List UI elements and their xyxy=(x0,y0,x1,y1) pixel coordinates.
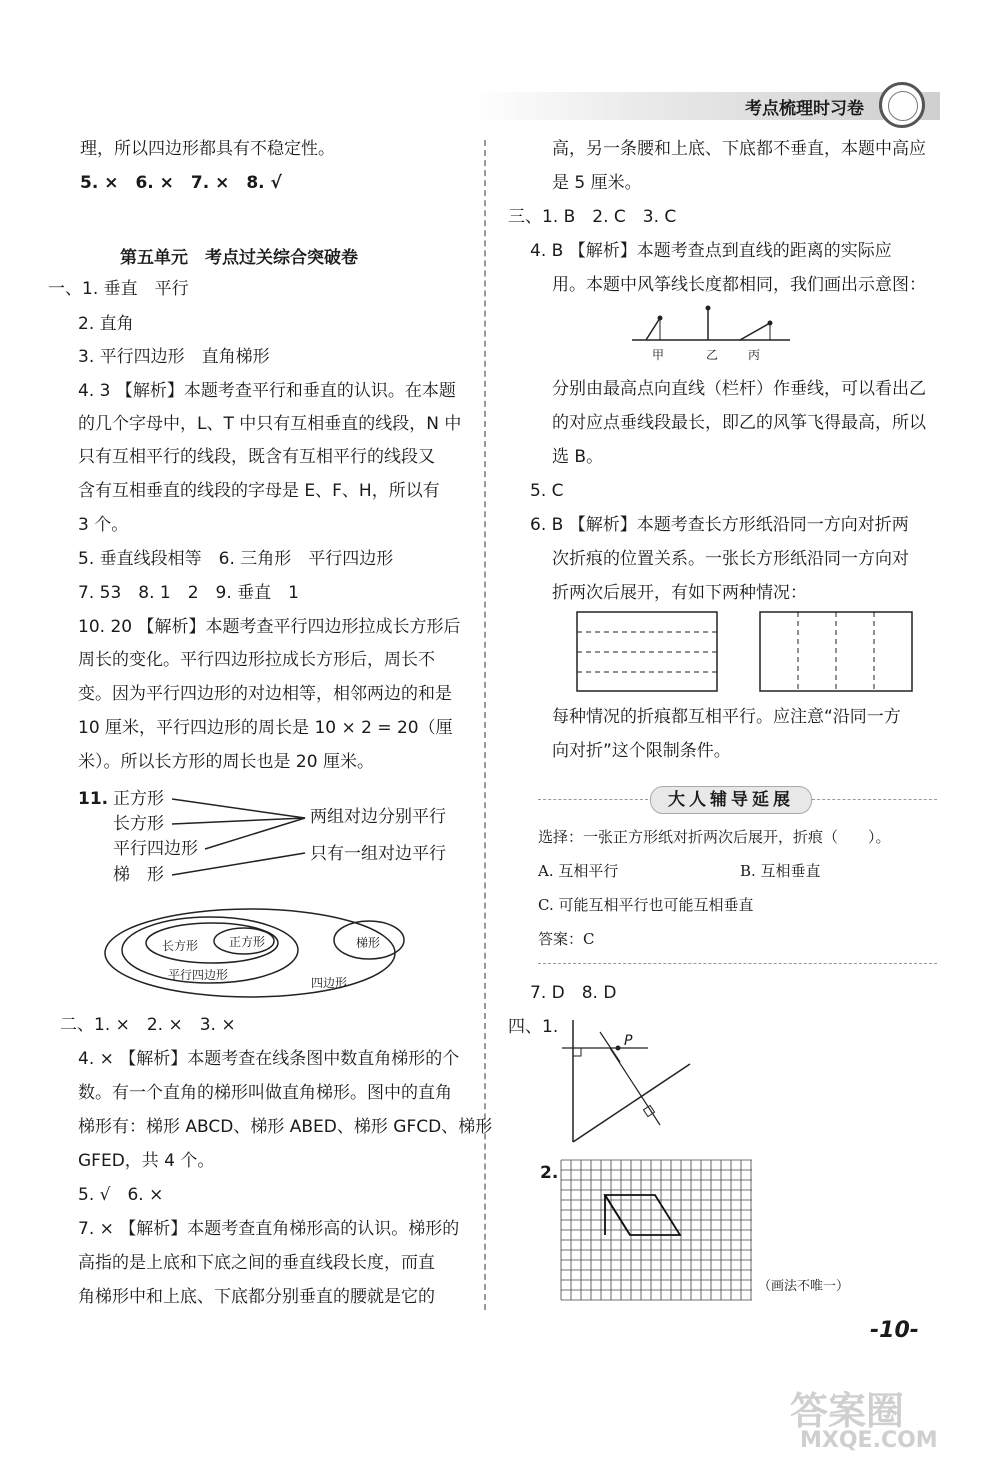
q11-target: 只有一组对边平行 xyxy=(310,844,446,864)
answer-10-cont: 周长的变化。平行四边形拉成长方形后，周长不 xyxy=(78,650,435,670)
q11-item: 梯 形 xyxy=(113,865,164,885)
watermark-url: MXQE.COM xyxy=(800,1428,938,1453)
line: 高，另一条腰和上底、下底都不垂直，本题中高应 xyxy=(552,139,926,159)
venn-label: 平行四边形 xyxy=(168,968,229,982)
answer-c6-cont: 每种情况的折痕都互相平行。应注意“沿同一方 xyxy=(552,707,901,727)
answer-d1: 四、1. xyxy=(508,1017,559,1037)
answer-b7-cont: 高指的是上底和下底之间的垂直线段长度，而直 xyxy=(78,1253,435,1273)
answer-b4-cont: GFED，共 4 个。 xyxy=(78,1151,215,1171)
answer-b4-cont: 数。有一个直角的梯形叫做直角梯形。图中的直角 xyxy=(78,1083,452,1103)
venn-label: 正方形 xyxy=(229,935,266,949)
venn-label: 四边形 xyxy=(311,976,348,990)
answer-b5: 5. √ 6. × xyxy=(78,1185,164,1205)
answer-b7-cont: 角梯形中和上底、下底都分别垂直的腰就是它的 xyxy=(78,1287,435,1307)
answer-1: 一、1. 垂直 平行 xyxy=(48,279,189,299)
ext-question: 选择：一张正方形纸对折两次后展开，折痕（ ）。 xyxy=(538,828,891,846)
header-title: 考点梳理时习卷 xyxy=(745,99,864,119)
ext-option: A. 互相平行 xyxy=(538,862,619,880)
q11-number: 11. xyxy=(78,789,109,809)
ext-option: C. 可能互相平行也可能互相垂直 xyxy=(538,896,754,914)
answer-c5: 5. C xyxy=(530,481,564,501)
answer-d2: 2. xyxy=(540,1163,559,1183)
answer-c6-cont: 向对折”这个限制条件。 xyxy=(552,741,731,761)
answer-7: 7. 53 8. 1 2 9. 垂直 1 xyxy=(78,583,299,603)
answer-2: 2. 直角 xyxy=(78,314,134,334)
page-number: -10- xyxy=(870,1318,919,1343)
answer-5: 5. 垂直线段相等 6. 三角形 平行四边形 xyxy=(78,549,394,569)
answers-line: 5. × 6. × 7. × 8. √ xyxy=(80,173,282,193)
answer-4-cont: 3 个。 xyxy=(78,515,129,535)
answer-c4: 4. B 【解析】本题考查点到直线的距离的实际应 xyxy=(530,241,892,261)
answer-4-cont: 只有互相平行的线段，既含有互相平行的线段又 xyxy=(78,447,435,467)
watermark: 答案圈 xyxy=(790,1389,905,1433)
answer-b1: 二、1. × 2. × 3. × xyxy=(60,1015,236,1035)
answer-c6-cont: 折两次后展开，有如下两种情况： xyxy=(552,583,807,603)
answer-c4-cont: 的对应点垂线段最长，即乙的风筝飞得最高，所以 xyxy=(552,413,926,433)
q11-item: 长方形 xyxy=(113,814,164,834)
answer-b4-cont: 梯形有：梯形 ABCD、梯形 ABED、梯形 GFCD、梯形 xyxy=(78,1117,493,1137)
venn-label: 长方形 xyxy=(162,939,199,953)
section-title: 第五单元 考点过关综合突破卷 xyxy=(120,248,358,268)
answer-c6: 6. B 【解析】本题考查长方形纸沿同一方向对折两 xyxy=(530,515,909,535)
kite-label: 甲 xyxy=(652,348,665,362)
answer-10-cont: 米）。所以长方形的周长也是 20 厘米。 xyxy=(78,752,374,772)
answer-10-cont: 变。因为平行四边形的对边相等，相邻两边的和是 xyxy=(78,684,452,704)
answer-4-cont: 的几个字母中，L、T 中只有互相垂直的线段，N 中 xyxy=(78,414,462,434)
q11-item: 平行四边形 xyxy=(113,839,198,859)
answer-10: 10. 20 【解析】本题考查平行四边形拉成长方形后 xyxy=(78,617,461,637)
answer-c4-cont: 选 B。 xyxy=(552,447,604,467)
ext-title: 大人辅导延展 xyxy=(650,786,812,814)
q11-target: 两组对边分别平行 xyxy=(310,807,446,827)
line: 理，所以四边形都具有不稳定性。 xyxy=(80,139,335,159)
answer-4-cont: 含有互相垂直的线段的字母是 E、F、H，所以有 xyxy=(78,481,440,501)
answer-c6-cont: 次折痕的位置关系。一张长方形纸沿同一方向对 xyxy=(552,549,909,569)
venn-label: 梯形 xyxy=(356,936,381,950)
answer-b7: 7. × 【解析】本题考查直角梯形高的认识。梯形的 xyxy=(78,1219,460,1239)
q11-item: 正方形 xyxy=(113,789,164,809)
answer-10-cont: 10 厘米，平行四边形的周长是 10 × 2 = 20（厘 xyxy=(78,718,453,738)
ext-option: B. 互相垂直 xyxy=(740,862,821,880)
point-label: P xyxy=(624,1033,633,1049)
answer-c7: 7. D 8. D xyxy=(530,983,617,1003)
grid-note: （画法不唯一） xyxy=(758,1279,850,1294)
ext-answer: 答案：C xyxy=(538,930,595,948)
answer-c1: 三、1. B 2. C 3. C xyxy=(508,207,677,227)
answer-c4-cont: 分别由最高点向直线（栏杆）作垂线，可以看出乙 xyxy=(552,379,926,399)
answer-c4-cont: 用。本题中风筝线长度都相同，我们画出示意图： xyxy=(552,275,926,295)
answer-b4: 4. × 【解析】本题考查在线条图中数直角梯形的个 xyxy=(78,1049,460,1069)
answer-3: 3. 平行四边形 直角梯形 xyxy=(78,347,270,367)
kite-label: 乙 xyxy=(706,348,719,362)
line: 是 5 厘米。 xyxy=(552,173,642,193)
answer-4: 4. 3 【解析】本题考查平行和垂直的认识。在本题 xyxy=(78,381,456,401)
kite-label: 丙 xyxy=(748,348,761,362)
